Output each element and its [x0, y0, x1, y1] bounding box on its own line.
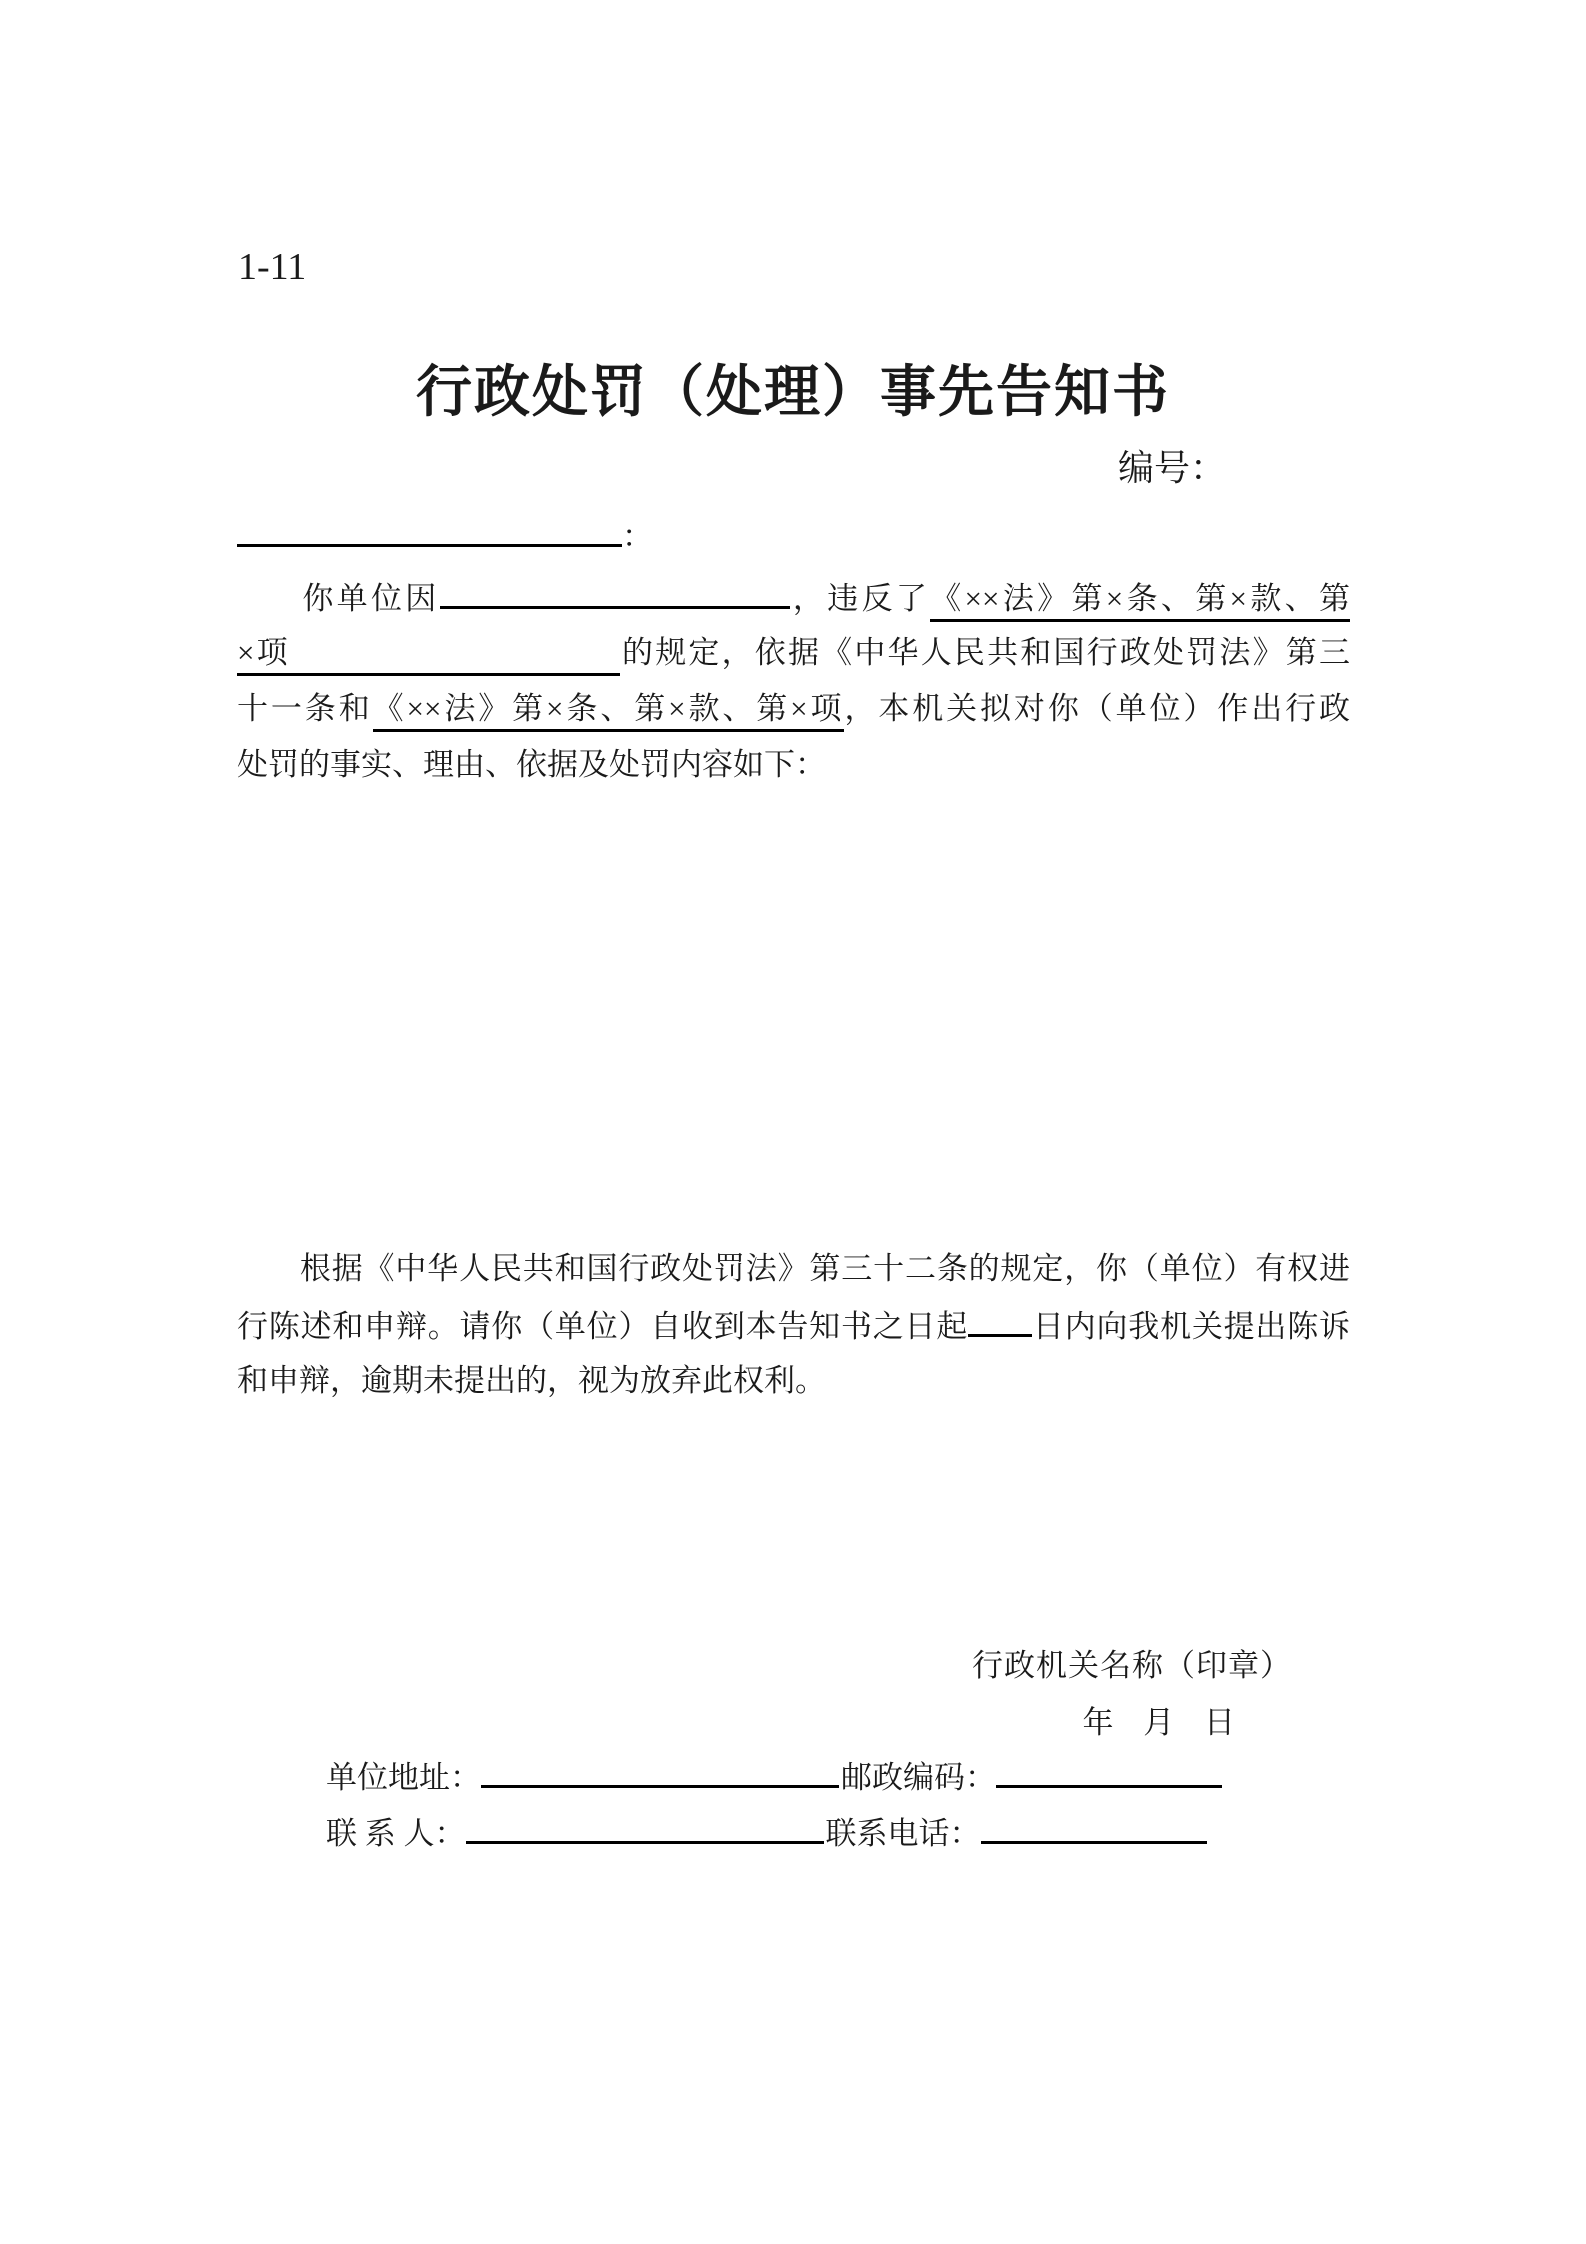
- body-text: 行陈述和申辩。请你（单位）自收到本告知书之日起: [237, 1309, 969, 1344]
- body-text: ，本机关拟对你（单位）作出行政: [844, 691, 1350, 726]
- issuing-agency-signature: 行政机关名称（印章）: [972, 1648, 1292, 1683]
- postcode-blank-line: [996, 1753, 1222, 1788]
- body-text: 你单位因: [299, 581, 440, 616]
- address-label: 单位地址：: [326, 1760, 481, 1795]
- body-text: ×项: [237, 635, 290, 670]
- form-code: 1-11: [238, 246, 307, 288]
- paragraph1-line3: [237, 688, 1350, 730]
- body-text: ，违反了: [789, 581, 931, 616]
- law-citation-underlined: [237, 635, 620, 676]
- body-text: 十一条和: [237, 691, 373, 726]
- contact-person-label: 联 系 人：: [326, 1816, 466, 1851]
- paragraph2-line1: [237, 1248, 1350, 1290]
- reason-blank-line: [440, 576, 790, 609]
- addressee-blank-line: [237, 514, 622, 547]
- postcode-label: 邮政编码：: [841, 1760, 996, 1795]
- contact-blank-line: [466, 1809, 824, 1844]
- footer-contact-row: [326, 1808, 1207, 1853]
- body-text: 根据《中华人民共和国行政处罚法》第三十二条的规定，你（单位）有权进: [299, 1251, 1350, 1286]
- phone-blank-line: [981, 1809, 1207, 1844]
- serial-number-label: 编号：: [1118, 448, 1227, 488]
- address-blank-line: [481, 1753, 839, 1788]
- law-citation-underlined: 《××法》第×条、第×款、第×项: [373, 691, 845, 732]
- addressee-line: [237, 514, 1350, 558]
- law-blank-line: [290, 633, 620, 663]
- paragraph1-line1: [237, 576, 1350, 620]
- document-title: 行政处罚（处理）事先告知书: [416, 362, 1170, 424]
- law-citation-underlined: 《××法》第×条、第×款、第: [930, 581, 1350, 622]
- date-line: 年 月 日: [1082, 1705, 1235, 1740]
- body-text: 日内向我机关提出陈诉: [1032, 1309, 1351, 1344]
- paragraph2-line2: [237, 1304, 1350, 1348]
- addressee-colon: ：: [622, 519, 653, 554]
- paragraph1-line4: 处罚的事实、理由、依据及处罚内容如下：: [237, 747, 826, 782]
- paragraph2-line3: 和申辩，逾期未提出的，视为放弃此权利。: [237, 1363, 826, 1398]
- body-text: 的规定，依据《中华人民共和国行政处罚法》第三: [619, 635, 1350, 670]
- days-blank-line: [968, 1304, 1032, 1337]
- footer-address-row: [326, 1752, 1222, 1797]
- phone-label: 联系电话：: [825, 1816, 981, 1851]
- paragraph1-line2: [237, 632, 1350, 674]
